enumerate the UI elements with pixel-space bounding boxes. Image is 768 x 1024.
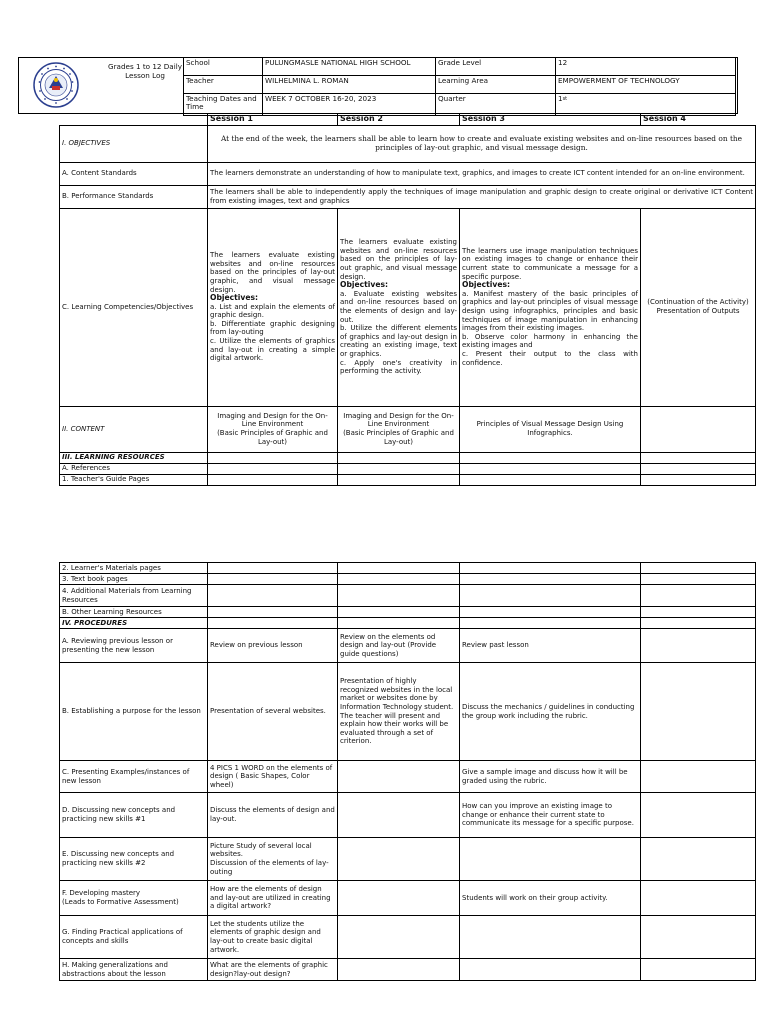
procedure-b-session-3: Discuss the mechanics / guidelines in conducting the group work including the rubric. [460,663,641,761]
procedure-d-session-1: Discuss the elements of design and lay-out. [208,793,338,838]
learning-area-value: EMPOWERMENT OF TECHNOLOGY [556,76,736,94]
procedure-h-row [60,959,756,981]
performance-standards-text: The learners shall be able to independently apply the techniques of image manipulation and graphic design to create original or derivative ICT Content from existing images, text and graphics [208,185,756,208]
lesson-log-table-part2 [59,562,756,981]
procedure-g-row [60,916,756,959]
procedure-e-session-1: Picture Study of several local websites. Discussion of the elements of lay-outing [208,838,338,881]
lesson-log-table-part1 [59,114,756,486]
procedure-c-label: C. Presenting Examples/instances of new lesson [60,761,208,793]
performance-standards-row [60,185,756,208]
content-row [60,406,756,452]
objectives-label: I. OBJECTIVES [60,125,208,162]
competencies-session-1: The learners evaluate existing websites and on-line resources based on the principles of lay-out graphic, and visual message design. Objectives: a. List and explain the elements of graphic design. b. Differentiate graphic designing from lay-outing c. Utilize the elements of graphics and lay-out in creating a simple digital artwork. [208,208,338,406]
session-header-row [60,114,756,125]
procedure-c-session-1: 4 PICS 1 WORD on the elements of design ( Basic Shapes, Color wheel) [208,761,338,793]
references-row [60,463,756,474]
content-session-3: Principles of Visual Message Design Using Infographics. [460,406,641,452]
procedure-h-label: H. Making generalizations and abstractions about the lesson [60,959,208,981]
school-label: School [184,58,263,76]
header-info-grid [183,57,736,116]
teaching-dates-value: WEEK 7 OCTOBER 16-20, 2023 [263,94,436,116]
performance-standards-label: B. Performance Standards [60,185,208,208]
procedure-g-label: G. Finding Practical applications of concepts and skills [60,916,208,959]
procedure-a-session-1: Review on previous lesson [208,629,338,663]
teachers-guide-row [60,474,756,485]
learners-materials-label: 2. Learner's Materials pages [60,563,208,574]
additional-materials-label: 4. Additional Materials from Learning Resources [60,585,208,607]
lesson-log-header [18,57,738,114]
competencies-label: C. Learning Competencies/Objectives [60,208,208,406]
procedure-b-row [60,663,756,761]
textbook-row [60,574,756,585]
procedure-f-row [60,881,756,916]
additional-materials-row [60,585,756,607]
session-3-heading: Session 3 [460,114,641,125]
session-2-heading: Session 2 [338,114,460,125]
procedures-row [60,618,756,629]
content-standards-text: The learners demonstrate an understanding of how to manipulate text, graphics, and images to create ICT content intended for an on-line environment. [208,162,756,185]
teaching-dates-label: Teaching Dates and Time [184,94,263,116]
procedure-f-session-1: How are the elements of design and lay-out are utilized in creating a digital artwork? [208,881,338,916]
teachers-guide-label: 1. Teacher's Guide Pages [60,474,208,485]
teacher-label: Teacher [184,76,263,94]
objectives-row [60,125,756,162]
quarter-label: Quarter [436,94,556,116]
school-value: PULUNGMASLE NATIONAL HIGH SCHOOL [263,58,436,76]
references-label: A. References [60,463,208,474]
procedure-f-label: F. Developing mastery (Leads to Formative Assessment) [60,881,208,916]
procedure-f-session-3: Students will work on their group activity. [460,881,641,916]
content-standards-label: A. Content Standards [60,162,208,185]
procedure-a-session-3: Review past lesson [460,629,641,663]
learners-materials-row [60,563,756,574]
learning-resources-label: III. LEARNING RESOURCES [60,452,208,463]
session-1-heading: Session 1 [208,114,338,125]
procedure-e-label: E. Discussing new concepts and practicing new skills #2 [60,838,208,881]
grade-level-value: 12 [556,58,736,76]
form-title: Grades 1 to 12 Daily Lesson Log [108,62,182,80]
procedure-d-row [60,793,756,838]
procedures-label: IV. PROCEDURES [60,618,208,629]
grade-level-label: Grade Level [436,58,556,76]
teacher-value: WILHELMINA L. ROMAN [263,76,436,94]
competencies-session-3: The learners use image manipulation techniques on existing images to change or enhance their current state to communicate a message for a specific purpose. Objectives: a. Manifest mastery of the basic principles of graphics and lay-out principles of visual message design using infographics, principles and basic techniques of image manipulation in enhancing images from their existing images. b. Observe color harmony in enhancing the existing images and c. Present their output to the class with confidence. [460,208,641,406]
content-session-2: Imaging and Design for the On-Line Environment (Basic Principles of Graphic and Lay-out) [338,406,460,452]
procedure-g-session-1: Let the students utilize the elements of graphic design and lay-out to create basic digital artwork. [208,916,338,959]
content-label: II. CONTENT [60,406,208,452]
competencies-session-4: (Continuation of the Activity) Presentation of Outputs [641,208,756,406]
session-4-heading: Session 4 [641,114,756,125]
procedure-d-label: D. Discussing new concepts and practicing new skills #1 [60,793,208,838]
other-resources-label: B. Other Learning Resources [60,607,208,618]
competencies-row [60,208,756,406]
learning-resources-row [60,452,756,463]
learning-area-label: Learning Area [436,76,556,94]
procedure-b-session-2: Presentation of highly recognized websites in the local market or websites done by Information Technology student. The teacher will present and explain how their works will be evaluated through a set of criterion. [338,663,460,761]
procedure-b-label: B. Establishing a purpose for the lesson [60,663,208,761]
procedure-c-session-3: Give a sample image and discuss how it will be graded using the rubric. [460,761,641,793]
procedure-d-session-3: How can you improve an existing image to change or enhance their current state to communicate its message for a specific purpose. [460,793,641,838]
other-resources-row [60,607,756,618]
procedure-a-row [60,629,756,663]
procedure-b-session-1: Presentation of several websites. [208,663,338,761]
procedure-c-row [60,761,756,793]
procedure-a-session-2: Review on the elements od design and lay-out (Provide guide questions) [338,629,460,663]
deped-seal-icon [33,62,79,108]
quarter-value: 1st [556,94,736,116]
competencies-session-2: The learners evaluate existing websites and on-line resources based on the principles of lay-out graphic, and visual message design. Objectives: a. Evaluate existing websites and on-line resources based on the elements of design and lay-out. b. Utilize the different elements of graphics and lay-out design in creating an existing image, text or graphics. c. Apply one's creativity in performing the activity. [338,208,460,406]
procedure-a-label: A. Reviewing previous lesson or presenting the new lesson [60,629,208,663]
textbook-label: 3. Text book pages [60,574,208,585]
objectives-text: At the end of the week, the learners shall be able to learn how to create and evaluate existing websites and on-line resources based on the principles of lay-out graphic, and visual message design. [208,125,756,162]
procedure-e-row [60,838,756,881]
content-standards-row [60,162,756,185]
content-session-1: Imaging and Design for the On-Line Environment (Basic Principles of Graphic and Lay-out) [208,406,338,452]
procedure-h-session-1: What are the elements of graphic design?lay-out design? [208,959,338,981]
